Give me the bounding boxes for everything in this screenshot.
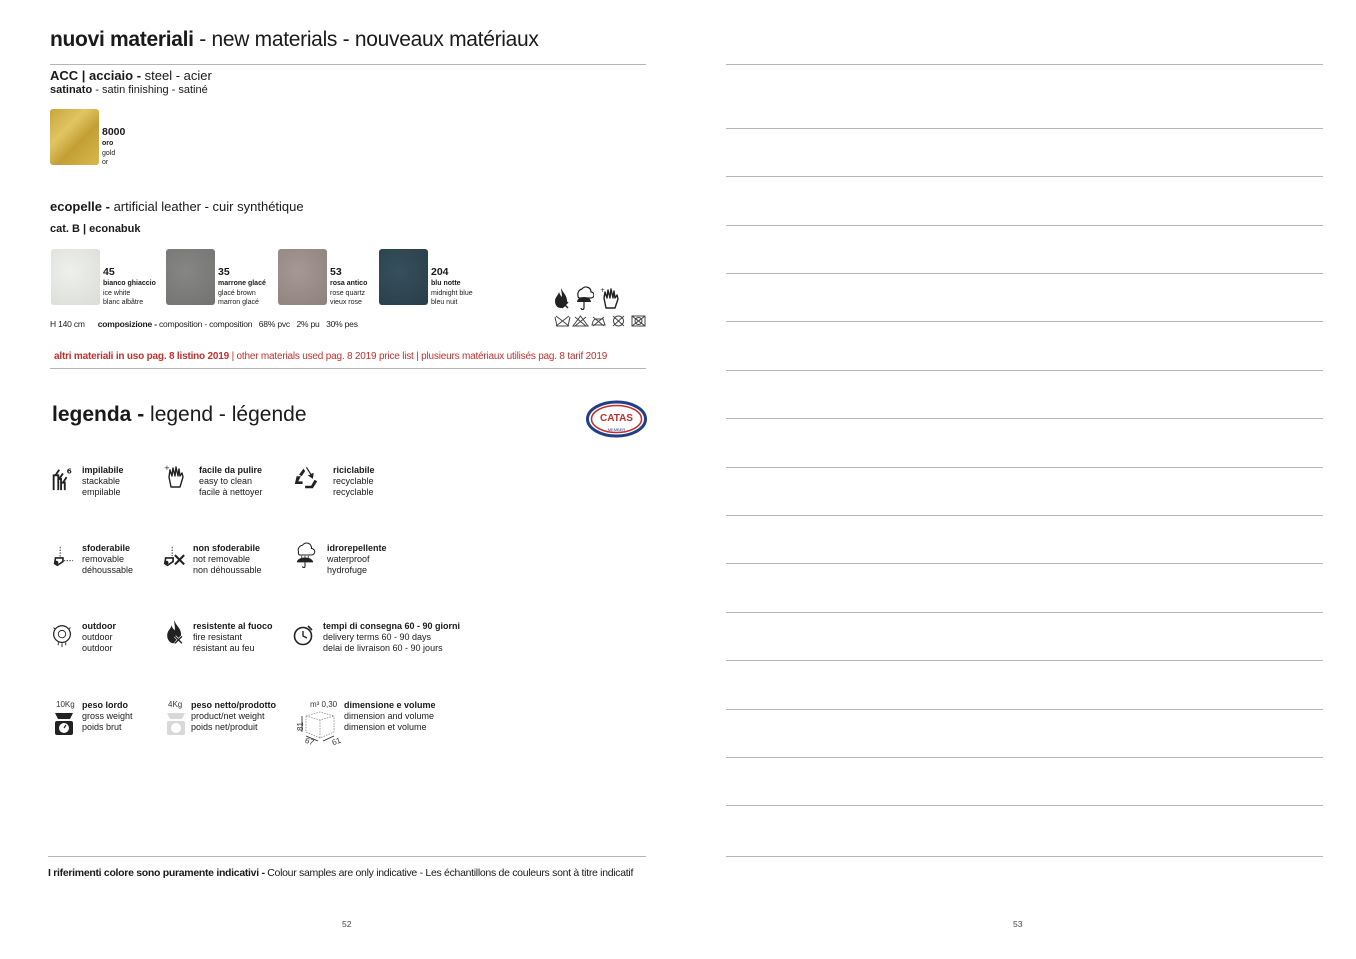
net-weight-value: 4Kg xyxy=(168,700,183,709)
note-line xyxy=(726,370,1323,371)
note-line xyxy=(726,709,1323,710)
leather-title: ecopelle - artificial leather - cuir synthétique xyxy=(50,199,304,214)
no-bleach-icon xyxy=(572,315,589,327)
volume-value: m³ 0,30 xyxy=(310,700,338,709)
removable-cover-icon xyxy=(50,544,74,570)
dim-width: 61 xyxy=(330,735,343,748)
legend-stackable-label: impilabile stackable empilable xyxy=(82,465,124,497)
legend-dimension-label: dimensione e volume dimension and volume dimension et volume xyxy=(344,700,436,732)
swatch-8000-label: 8000 oro gold or xyxy=(102,126,126,166)
svg-text:+: + xyxy=(164,464,170,472)
other-materials-link[interactable]: altri materiali in uso pag. 8 listino 2019 | other materials used pag. 8 2019 price list | plusieurs matériaux utilisés pag. 8 tarif 2019 xyxy=(54,351,608,362)
swatch-8000[interactable] xyxy=(50,109,99,165)
stackable-icon xyxy=(50,466,74,492)
note-line xyxy=(726,225,1323,226)
non-removable-cover-icon xyxy=(162,544,186,570)
note-line xyxy=(726,563,1323,564)
legend-easy-clean-label: facile da pulire easy to clean facile à nettoyer xyxy=(199,465,263,497)
note-line xyxy=(726,612,1323,613)
right-page xyxy=(678,0,1356,959)
color-disclaimer: I riferimenti colore sono puramente indicativi - Colour samples are only indicative - Les échantillons de couleurs sont à titre indicatif xyxy=(48,867,634,879)
easy-clean-icon xyxy=(163,463,187,489)
outdoor-icon xyxy=(50,622,74,648)
no-iron-icon xyxy=(590,315,607,327)
legend-recyclable-label: riciclabile recyclable recyclable xyxy=(333,465,375,497)
page-number-right: 53 xyxy=(1013,919,1023,929)
note-line xyxy=(726,805,1323,806)
note-line xyxy=(726,128,1323,129)
swatch-45-label: 45 bianco ghiaccio ice white blanc albâtre xyxy=(103,266,156,306)
waterproof-icon xyxy=(574,286,594,310)
legend-title: legenda - legend - légende xyxy=(52,403,307,426)
divider xyxy=(50,64,646,65)
svg-text:MEMBER: MEMBER xyxy=(607,427,626,432)
svg-text:+: + xyxy=(600,287,606,294)
net-weight-icon xyxy=(164,710,188,736)
svg-text:6: 6 xyxy=(66,466,72,476)
legend-removable-label: sfoderabile removable déhoussable xyxy=(82,543,134,575)
note-line xyxy=(726,757,1323,758)
swatch-35-label: 35 marrone glacé glacé brown marron glacé xyxy=(218,266,266,306)
note-line xyxy=(726,273,1323,274)
fire-resistant-icon xyxy=(163,619,187,645)
swatch-35[interactable] xyxy=(166,249,215,305)
gross-weight-value: 10Kg xyxy=(56,700,75,709)
delivery-time-icon xyxy=(292,622,316,648)
no-tumble-dry-icon xyxy=(630,315,647,327)
note-line xyxy=(726,64,1323,65)
recycle-icon xyxy=(294,465,318,491)
composition-line: H 140 cm composizione - composition - composition 68% pvc 2% pu 30% pes xyxy=(50,319,358,329)
legend-fire-resistant-label: resistente al fuoco fire resistant résistant au feu xyxy=(193,621,273,653)
easy-clean-icon xyxy=(599,286,623,310)
page-number-left: 52 xyxy=(342,919,352,929)
note-line xyxy=(726,321,1323,322)
note-line xyxy=(726,515,1323,516)
no-wash-icon xyxy=(554,315,571,327)
leather-category: cat. B | econabuk xyxy=(50,223,141,235)
swatch-45[interactable] xyxy=(51,249,100,305)
legend-non-removable-label: non sfoderabile not removable non déhoussable xyxy=(193,543,262,575)
dim-height: 81 xyxy=(295,722,305,731)
legend-waterproof-label: idrorepellente waterproof hydrofuge xyxy=(327,543,387,575)
gross-weight-icon xyxy=(52,710,76,736)
swatch-204[interactable] xyxy=(379,249,428,305)
divider xyxy=(48,856,646,857)
legend-delivery-label: tempi di consegna 60 - 90 giorni delivery terms 60 - 90 days delai de livraison 60 - 90 jours xyxy=(323,621,461,653)
dim-depth: 67 xyxy=(303,735,316,748)
waterproof-icon xyxy=(293,542,317,568)
note-line xyxy=(726,418,1323,419)
legend-outdoor-label: outdoor outdoor outdoor xyxy=(82,621,116,653)
note-line xyxy=(726,856,1323,857)
no-dryclean-icon xyxy=(610,315,627,327)
swatch-53[interactable] xyxy=(278,249,327,305)
swatch-53-label: 53 rosa antico rose quartz vieux rose xyxy=(330,266,368,306)
note-line xyxy=(726,467,1323,468)
note-line xyxy=(726,176,1323,177)
steel-finish: satinato - satin finishing - satiné xyxy=(50,84,208,96)
legend-gross-weight-label: peso lordo gross weight poids brut xyxy=(82,700,133,732)
svg-text:CATAS: CATAS xyxy=(600,413,633,424)
divider xyxy=(50,368,646,369)
note-line xyxy=(726,660,1323,661)
page-title: nuovi materiali - new materials - nouveaux matériaux xyxy=(50,28,539,51)
catas-member-logo xyxy=(586,400,647,438)
steel-title: ACC | acciaio - steel - acier xyxy=(50,68,212,83)
fire-resistant-icon xyxy=(553,287,571,309)
swatch-204-label: 204 blu notte midnight blue bleu nuit xyxy=(431,266,473,306)
legend-net-weight-label: peso netto/prodotto product/net weight poids net/produit xyxy=(191,700,276,732)
